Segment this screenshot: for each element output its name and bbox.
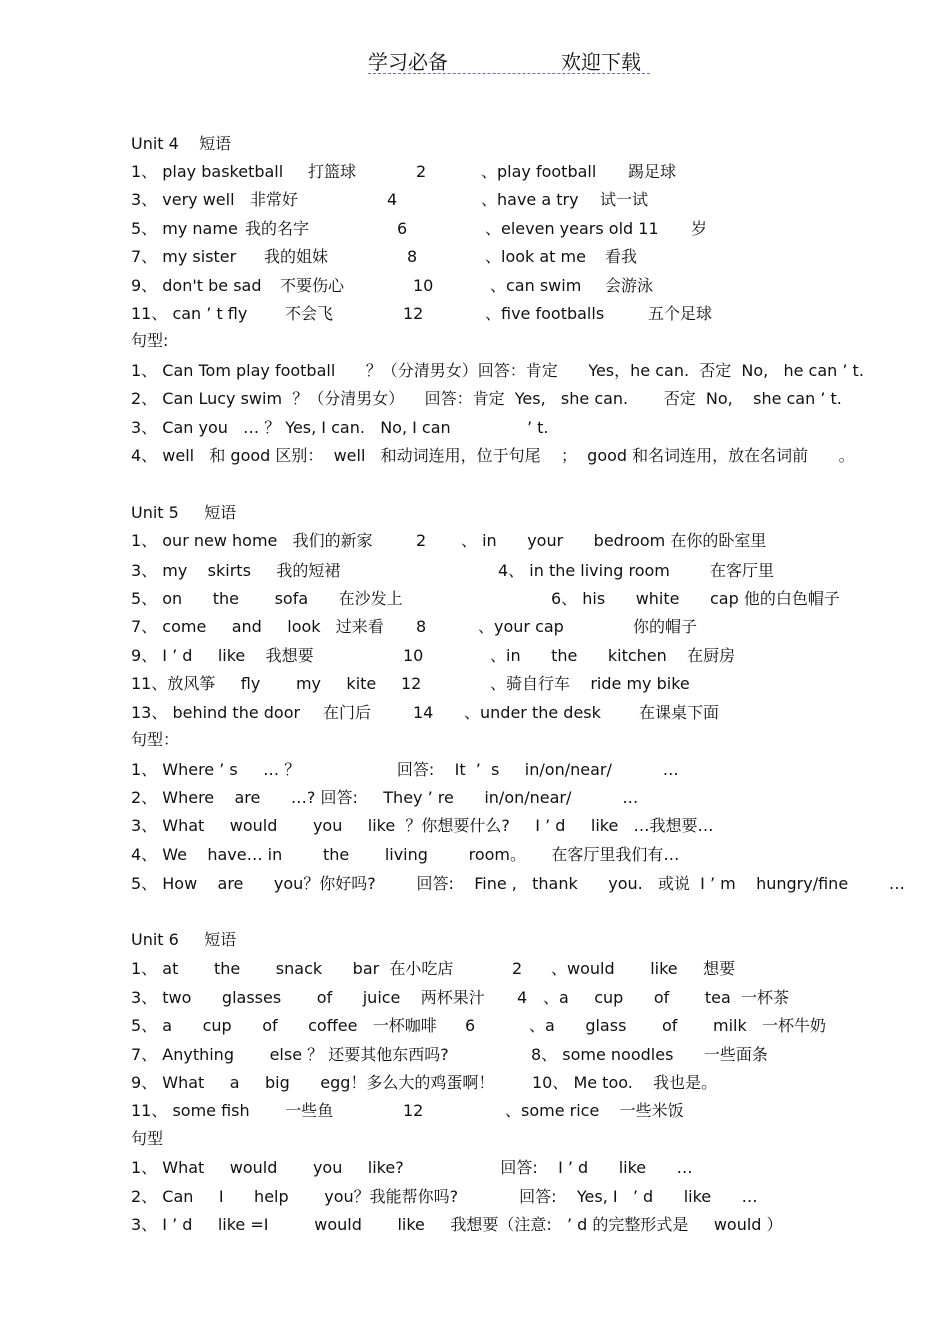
phrase-9: 9、 What a big egg！多么大的鸡蛋啊！ <box>131 1073 495 1092</box>
unit4-phrase-row-2 <box>131 190 649 210</box>
unit6-phrase-row-6 <box>131 1101 684 1121</box>
unit4-sentence-4: 4、 well 和 good 区别： well 和动词连用，位于句尾 ； good 和名词连用，放在名词前 。 <box>131 446 855 465</box>
phrase-12: 、some rice 一些米饭 <box>505 1101 684 1120</box>
phrase-11-cn: 不会飞 <box>285 304 334 323</box>
phrase-6: 、a glass of milk 一杯牛奶 <box>529 1016 827 1035</box>
unit5-phrase-row-6 <box>131 674 690 694</box>
unit6-sentence-1: 1、 What would you like? 回答: I ’ d like … <box>131 1158 693 1177</box>
phrase-1-cn: 打篮球 <box>308 162 357 181</box>
phrase-10: 、in the kitchen 在厨房 <box>490 646 736 665</box>
phrase-5-cn: 我的名字 <box>245 219 310 238</box>
phrase-7: 7、 Anything else ？ 还要其他东西吗? <box>131 1045 449 1064</box>
phrase-1: 1、 at the snack bar 在小吃店 <box>131 959 454 978</box>
phrase-11: 11、 can ’ t fly <box>131 304 248 323</box>
phrase-9-cn: 不要伤心 <box>280 276 345 295</box>
unit4-sentence-2: 2、 Can Lucy swim ？（分清男女） 回答：肯定 Yes, she can. 否定 No, she can ’ t. <box>131 389 842 408</box>
phrase-10-cn: 会游泳 <box>605 276 654 295</box>
phrase-8-num: 8 <box>407 247 418 266</box>
phrase-8: 8、 some noodles 一些面条 <box>531 1045 768 1064</box>
unit5-sentence-4: 4、 We have… in the living room。 在客厅里我们有… <box>131 845 680 864</box>
phrase-8-num: 8 <box>416 617 427 636</box>
phrase-10-num: 10 <box>403 646 424 665</box>
phrase-12-cn: 五个足球 <box>648 304 713 323</box>
phrase-5: 5、 my name <box>131 219 238 238</box>
phrase-5: 5、 a cup of coffee 一杯咖啡 <box>131 1016 437 1035</box>
unit4-title: Unit 4 短语 <box>131 134 232 153</box>
phrase-8: 、your cap <box>478 617 564 636</box>
phrase-14-cn: 在课桌下面 <box>639 703 720 722</box>
phrase-7-cn: 我的姐妹 <box>264 247 329 266</box>
unit4-phrase-row-1 <box>131 162 677 182</box>
phrase-3: 3、 very well <box>131 190 235 209</box>
phrase-13-cn: 在门后 <box>323 703 372 722</box>
unit5-sentence-3: 3、 What would you like ？你想要什么? I ’ d like …我想要… <box>131 816 714 835</box>
unit6-phrase-row-4 <box>131 1045 768 1065</box>
unit6-sentences-title: 句型 <box>131 1129 164 1148</box>
unit5-phrase-row-7 <box>131 703 720 723</box>
phrase-10: 、can swim <box>490 276 582 295</box>
unit6-phrase-row-2 <box>131 988 789 1008</box>
phrase-4-cn: 在客厅里 <box>710 561 775 580</box>
phrase-2: 、play football <box>481 162 597 181</box>
phrase-4: 、have a try <box>481 190 579 209</box>
phrase-2-num: 2 <box>512 959 523 978</box>
header-left-text: 学习必备 <box>368 50 448 74</box>
phrase-8: 、look at me <box>485 247 586 266</box>
phrase-4: 4、 in the living room <box>498 561 670 580</box>
unit4-sentence-3: 3、 Can you … ？ Yes, I can. No, I can ’ t. <box>131 418 549 437</box>
unit5-phrase-row-1 <box>131 531 767 551</box>
phrase-4: 、a cup of tea 一杯茶 <box>543 988 789 1007</box>
phrase-11: 11、放风筝 fly my kite <box>131 674 377 693</box>
phrase-9: 9、 don't be sad <box>131 276 262 295</box>
phrase-11: 11、 some fish 一些鱼 <box>131 1101 334 1120</box>
unit6-phrase-row-1 <box>131 959 736 979</box>
phrase-3-cn: 非常好 <box>250 190 299 209</box>
header-right-text: 欢迎下载 <box>561 50 641 74</box>
phrase-7: 7、 my sister <box>131 247 237 266</box>
unit5-title: Unit 5 短语 <box>131 503 237 522</box>
unit5-sentences-title: 句型： <box>131 730 180 749</box>
phrase-3: 3、 my skirts 我的短裙 <box>131 561 341 580</box>
unit4-phrase-row-6 <box>131 304 713 324</box>
phrase-14-num: 14 <box>413 703 434 722</box>
phrase-13: 13、 behind the door <box>131 703 301 722</box>
phrase-4-cn: 试一试 <box>600 190 649 209</box>
unit5-phrase-row-2 <box>131 561 775 581</box>
phrase-10-num: 10 <box>413 276 434 295</box>
phrase-8-cn: 你的帽子 <box>633 617 698 636</box>
phrase-2-num: 2 <box>416 531 427 550</box>
unit4-phrase-row-5 <box>131 276 654 296</box>
unit6-phrase-row-5 <box>131 1073 718 1093</box>
phrase-14: 、under the desk <box>464 703 601 722</box>
phrase-1: 1、 our new home 我们的新家 <box>131 531 373 550</box>
unit6-sentence-3: 3、 I ’ d like =I would like 我想要（注意: ’ d 的完整形式是 would ） <box>131 1215 783 1234</box>
phrase-8-cn: 看我 <box>605 247 638 266</box>
unit6-sentence-2: 2、 Can I help you？我能帮你吗? 回答: Yes, I ’ d like … <box>131 1187 758 1206</box>
phrase-1: 1、 play basketball <box>131 162 284 181</box>
phrase-6-cn: 岁 <box>691 219 708 238</box>
phrase-2: 、 in your bedroom 在你的卧室里 <box>461 531 767 550</box>
phrase-6-num: 6 <box>465 1016 476 1035</box>
phrase-12-num: 12 <box>403 304 424 323</box>
unit5-phrase-row-5 <box>131 646 736 666</box>
phrase-3: 3、 two glasses of juice 两杯果汁 <box>131 988 485 1007</box>
phrase-2-cn: 踢足球 <box>628 162 677 181</box>
phrase-7: 7、 come and look 过来看 <box>131 617 384 636</box>
phrase-9: 9、 I ’ d like 我想要 <box>131 646 314 665</box>
phrase-12: 、骑自行车 ride my bike <box>490 674 690 693</box>
phrase-4-num: 4 <box>387 190 398 209</box>
unit6-title: Unit 6 短语 <box>131 930 237 949</box>
phrase-6: 6、 his white cap 他的白色帽子 <box>551 589 840 608</box>
phrase-12: 、five footballs <box>485 304 605 323</box>
phrase-5: 5、 on the sofa 在沙发上 <box>131 589 403 608</box>
unit5-sentence-1: 1、 Where ’ s … ？ 回答: It ’ s in/on/near/ … <box>131 760 679 779</box>
phrase-12-num: 12 <box>401 674 422 693</box>
unit4-phrase-row-4 <box>131 247 638 267</box>
unit4-sentence-1: 1、 Can Tom play football ？（分清男女）回答：肯定 Yes，he can. 否定 No, he can ’ t. <box>131 361 864 380</box>
phrase-6: 、eleven years old 11 <box>485 219 659 238</box>
phrase-12-num: 12 <box>403 1101 424 1120</box>
phrase-4-num: 4 <box>517 988 528 1007</box>
phrase-2-num: 2 <box>416 162 427 181</box>
unit4-phrase-row-3 <box>131 219 708 239</box>
unit5-phrase-row-3 <box>131 589 840 609</box>
unit4-sentences-title: 句型: <box>131 331 169 350</box>
unit5-sentence-2: 2、 Where are …? 回答: They ’ re in/on/near/ … <box>131 788 639 807</box>
phrase-10: 10、 Me too. 我也是。 <box>532 1073 718 1092</box>
page-header <box>368 46 650 74</box>
unit6-phrase-row-3 <box>131 1016 827 1036</box>
unit5-sentence-5: 5、 How are you？你好吗? 回答: Fine , thank you. 或说 I ’ m hungry/fine … <box>131 874 905 893</box>
unit5-phrase-row-4 <box>131 617 698 637</box>
phrase-6-num: 6 <box>397 219 408 238</box>
phrase-2: 、would like 想要 <box>551 959 736 978</box>
